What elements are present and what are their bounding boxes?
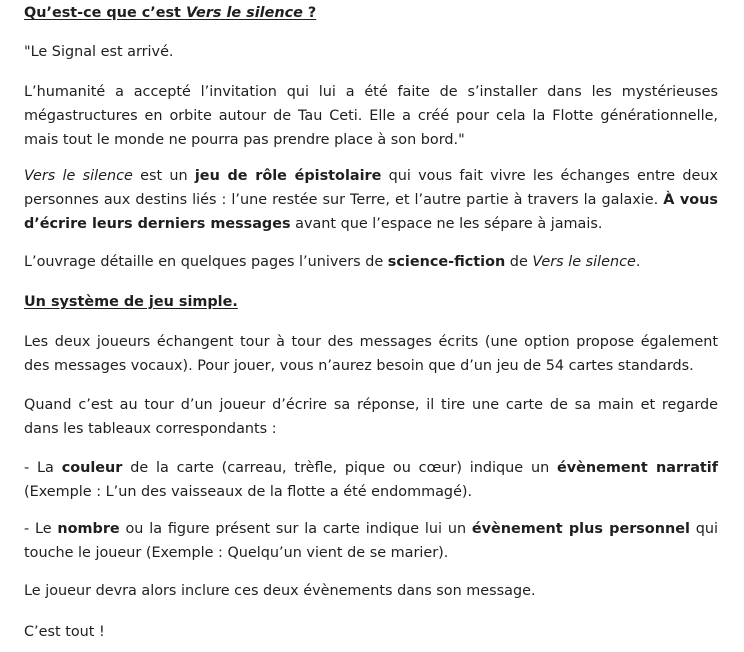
intro-paragraph: Vers le silence est un jeu de rôle épistolaire qui vous fait vivre les échanges entre deux personnes aux destins liés : l’une restée sur Terre, et l’autre partie à travers la galaxie. À vous d’écrire leurs derniers messages avant que l’espace ne les sépare à jamais. — [24, 168, 718, 232]
rule-item-card-number: - Le nombre ou la figure présent sur la carte indique lui un évènement plus personnel qui touche le joueur (Exemple : Quelqu’un vient de se marier). — [24, 521, 718, 561]
universe-paragraph: L’ouvrage détaille en quelques pages l’univers de science-fiction de Vers le silence. — [24, 254, 641, 270]
closing-paragraph-include-events: Le joueur devra alors inclure ces deux évènements dans son message. — [24, 583, 536, 599]
rules-paragraph-exchange: Les deux joueurs échangent tour à tour des messages écrits (une option propose également des messages vocaux). Pour jouer, vous n’aurez besoin que d’un jeu de 54 cartes standards. — [24, 334, 718, 374]
quote-line-signal: "Le Signal est arrivé. — [24, 44, 174, 60]
closing-paragraph-thats-all: C’est tout ! — [24, 624, 105, 640]
quote-paragraph-humanity: L’humanité a accepté l’invitation qui lui a été faite de s’installer dans les mystérieuses mégastructures en orbite autour de Tau Ceti. Elle a créé pour cela la Flotte générationnelle, mais tout le monde ne pourra pas prendre place à son bord." — [24, 84, 718, 148]
section-heading-game-system: Un système de jeu simple. — [24, 294, 238, 310]
rules-paragraph-draw-card: Quand c’est au tour d’un joueur d’écrire sa réponse, il tire une carte de sa main et regarde dans les tableaux correspondants : — [24, 397, 718, 437]
section-heading-what-is-it: Qu’est-ce que c’est Vers le silence ? — [24, 5, 317, 21]
rule-item-card-color: - La couleur de la carte (carreau, trèfle, pique ou cœur) indique un évènement narratif (Exemple : L’un des vaisseaux de la flotte a été endommagé). — [24, 460, 718, 500]
